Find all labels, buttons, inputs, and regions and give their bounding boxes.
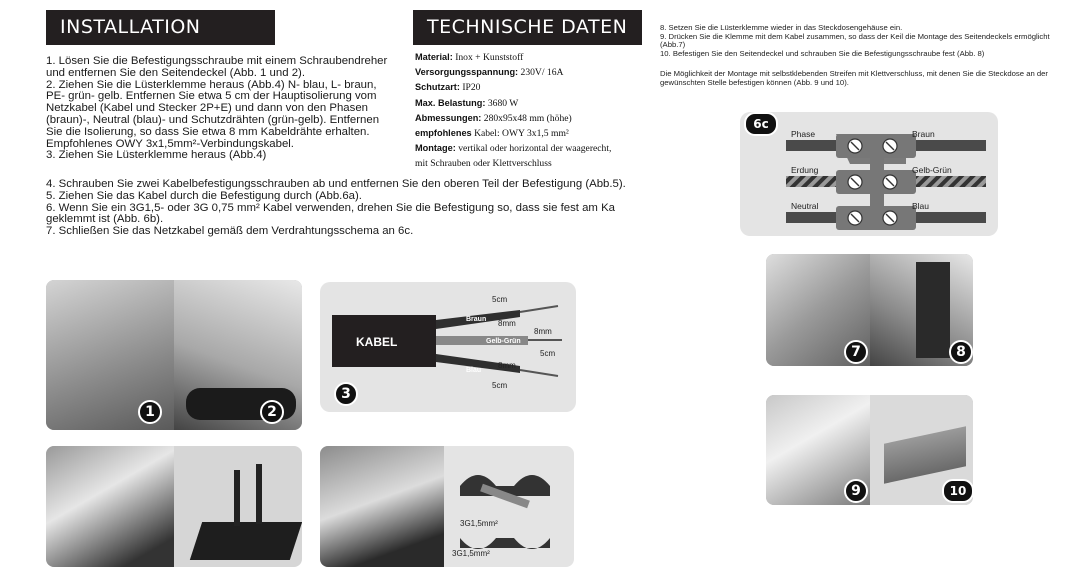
screwdriver-image-2 xyxy=(256,464,262,524)
photo-clamp-6 xyxy=(320,446,574,567)
measure-5cm-mid: 5cm xyxy=(540,349,556,358)
tech-specs xyxy=(415,50,655,172)
text-line: 8. Setzen Sie die Lüsterklemme wieder in das Steckdosengehäuse ein. xyxy=(660,23,903,32)
badge-7: 7 xyxy=(844,340,868,364)
measure-8mm-top: 8mm xyxy=(498,319,516,328)
earth-wire-right xyxy=(910,176,986,187)
measure-8mm-mid: 8mm xyxy=(534,327,552,336)
cable-svg xyxy=(320,282,576,412)
photo-step-1-2 xyxy=(46,280,302,430)
badge-3: 3 xyxy=(334,382,358,406)
text-line: gewünschten Stelle befestigen können (Abb. 9 und 10). xyxy=(660,77,849,87)
measure-5cm-bot: 5cm xyxy=(492,381,508,390)
wire-label-blau: Blau xyxy=(466,367,482,374)
text-line: Die Möglichkeit der Montage mit selbstklebenden Streifen mit Klettverschluss, mit denen Sie die Steckdose an der xyxy=(660,69,1048,78)
label-neutral: Neutral xyxy=(791,201,819,211)
text-line: Empfohlenes OWY 3x1,5mm²-Verbindungskabel. xyxy=(46,137,294,150)
label-erdung: Erdung xyxy=(791,165,819,175)
neutral-wire-right xyxy=(910,212,986,223)
cable-diagram-3 xyxy=(320,282,576,412)
spec-row: Montage: vertikal oder horizontal der waagerecht, xyxy=(415,143,612,155)
text-line: 7. Schließen Sie das Netzkabel gemäß dem Verdrahtungsschema an 6c. xyxy=(46,225,414,238)
spec-row: Abmessungen: 280x95x48 mm (höhe) xyxy=(415,112,572,124)
spec-row: Max. Belastung: 3680 W xyxy=(415,97,519,109)
installation-header: INSTALLATION xyxy=(46,10,275,45)
phase-wire-right xyxy=(910,140,986,151)
text-line: 5. Ziehen Sie das Kabel durch die Befestigung durch (Abb.6a). xyxy=(46,189,362,202)
spec-row: Material: Inox + Kunststoff xyxy=(415,52,524,63)
photo-step-9-10 xyxy=(766,395,973,505)
velcro-note xyxy=(660,70,1048,87)
text-line: 3. Ziehen Sie Lüsterklemme heraus (Abb.4) xyxy=(46,149,267,162)
text-line: Netzkabel (Kabel und Stecker 2P+E) und dann von den Phasen xyxy=(46,102,369,115)
wiring-svg xyxy=(740,112,998,236)
photo-socket xyxy=(320,446,444,567)
text-line: 2. Ziehen Sie die Lüsterklemme heraus (Abb.4) N- blau, L- braun, xyxy=(46,78,377,91)
screwdriver-image xyxy=(234,470,240,526)
spec-row: Versorgungsspannung: 230V/ 16A xyxy=(415,67,564,79)
text-line: 9. Drücken Sie die Klemme mit dem Kabel zusammen, so dass der Keil die Montage des Seitendeckels ermöglicht xyxy=(660,31,1050,41)
wire-blau-strip xyxy=(520,370,558,376)
spec-row: Schutzart: IP20 xyxy=(415,82,481,94)
text-line: Sie die Isolierung, so dass Sie etwa 8 mm Kabeldrähte erhalten. xyxy=(46,125,370,138)
badge-2: 2 xyxy=(260,400,284,424)
text-line: (braun)-, Neutral (blau)- und Schutzdrähten (grün-gelb). Entfernen xyxy=(46,113,380,126)
badge-6c: 6c xyxy=(744,112,778,136)
wiring-diagram-6c xyxy=(740,112,998,236)
installation-steps-1 xyxy=(46,56,387,162)
wire-label-gg: Gelb-Grün xyxy=(486,338,521,345)
text-line: 4. Schrauben Sie zwei Kabelbefestigungsschrauben ab und entfernen Sie den oberen Teil der Befestigung (Abb.5). xyxy=(46,178,626,190)
clamp-label-1: 3G1,5mm² xyxy=(460,519,498,528)
clamp-bottom xyxy=(460,538,550,549)
label-braun: Braun xyxy=(912,129,935,139)
label-phase: Phase xyxy=(791,129,816,139)
socket-vertical-image xyxy=(916,262,950,358)
badge-10: 10 xyxy=(942,479,973,503)
label-blau: Blau xyxy=(912,201,930,211)
kabel-label: KABEL xyxy=(356,335,398,349)
photo-bracket xyxy=(190,522,302,560)
clamp-label-2: 3G1,5mm² xyxy=(452,549,490,558)
spec-row: empfohlenes Kabel: OWY 3x1,5 mm² xyxy=(415,128,569,140)
steps-8-10 xyxy=(660,24,1050,58)
text-line: PE- grün- gelb. Entfernen Sie etwa 5 cm der Hauptisolierung vom xyxy=(46,90,377,103)
tech-header: TECHNISCHE DATEN xyxy=(413,10,642,45)
text-line: (Abb.7) xyxy=(660,40,686,50)
badge-1: 1 xyxy=(138,400,162,424)
spec-row: mit Schrauben oder Klettverschluss xyxy=(415,158,552,170)
clamp-svg xyxy=(450,452,570,564)
label-gelb-gruen: Gelb-Grün xyxy=(912,165,952,175)
installation-steps-2 xyxy=(46,179,626,238)
text-line: geklemmt ist (Abb. 6b). xyxy=(46,213,164,226)
measure-5cm-top: 5cm xyxy=(492,295,508,304)
text-line: 10. Befestigen Sie den Seitendeckel und schrauben Sie die Befestigungsschraube fest (Abb. 8) xyxy=(660,48,985,58)
badge-8: 8 xyxy=(949,340,973,364)
photo-terminal xyxy=(46,446,174,567)
wire-label-braun: Braun xyxy=(466,316,487,323)
text-line: und entfernen Sie den Seitendeckel (Abb. 1 und 2). xyxy=(46,66,306,79)
measure-8mm-bot: 8mm xyxy=(498,361,516,370)
badge-9: 9 xyxy=(844,479,868,503)
wire-braun-strip xyxy=(520,306,558,312)
photo-step-4-5 xyxy=(46,446,302,567)
photo-step-7-8 xyxy=(766,254,973,366)
text-line: 1. Lösen Sie die Befestigungsschraube mit einem Schraubendreher xyxy=(46,55,388,67)
text-line: 6. Wenn Sie ein 3G1,5- oder 3G 0,75 mm² Kabel verwenden, drehen Sie die Befestigung so, dass sie fest am Ka xyxy=(46,201,616,214)
